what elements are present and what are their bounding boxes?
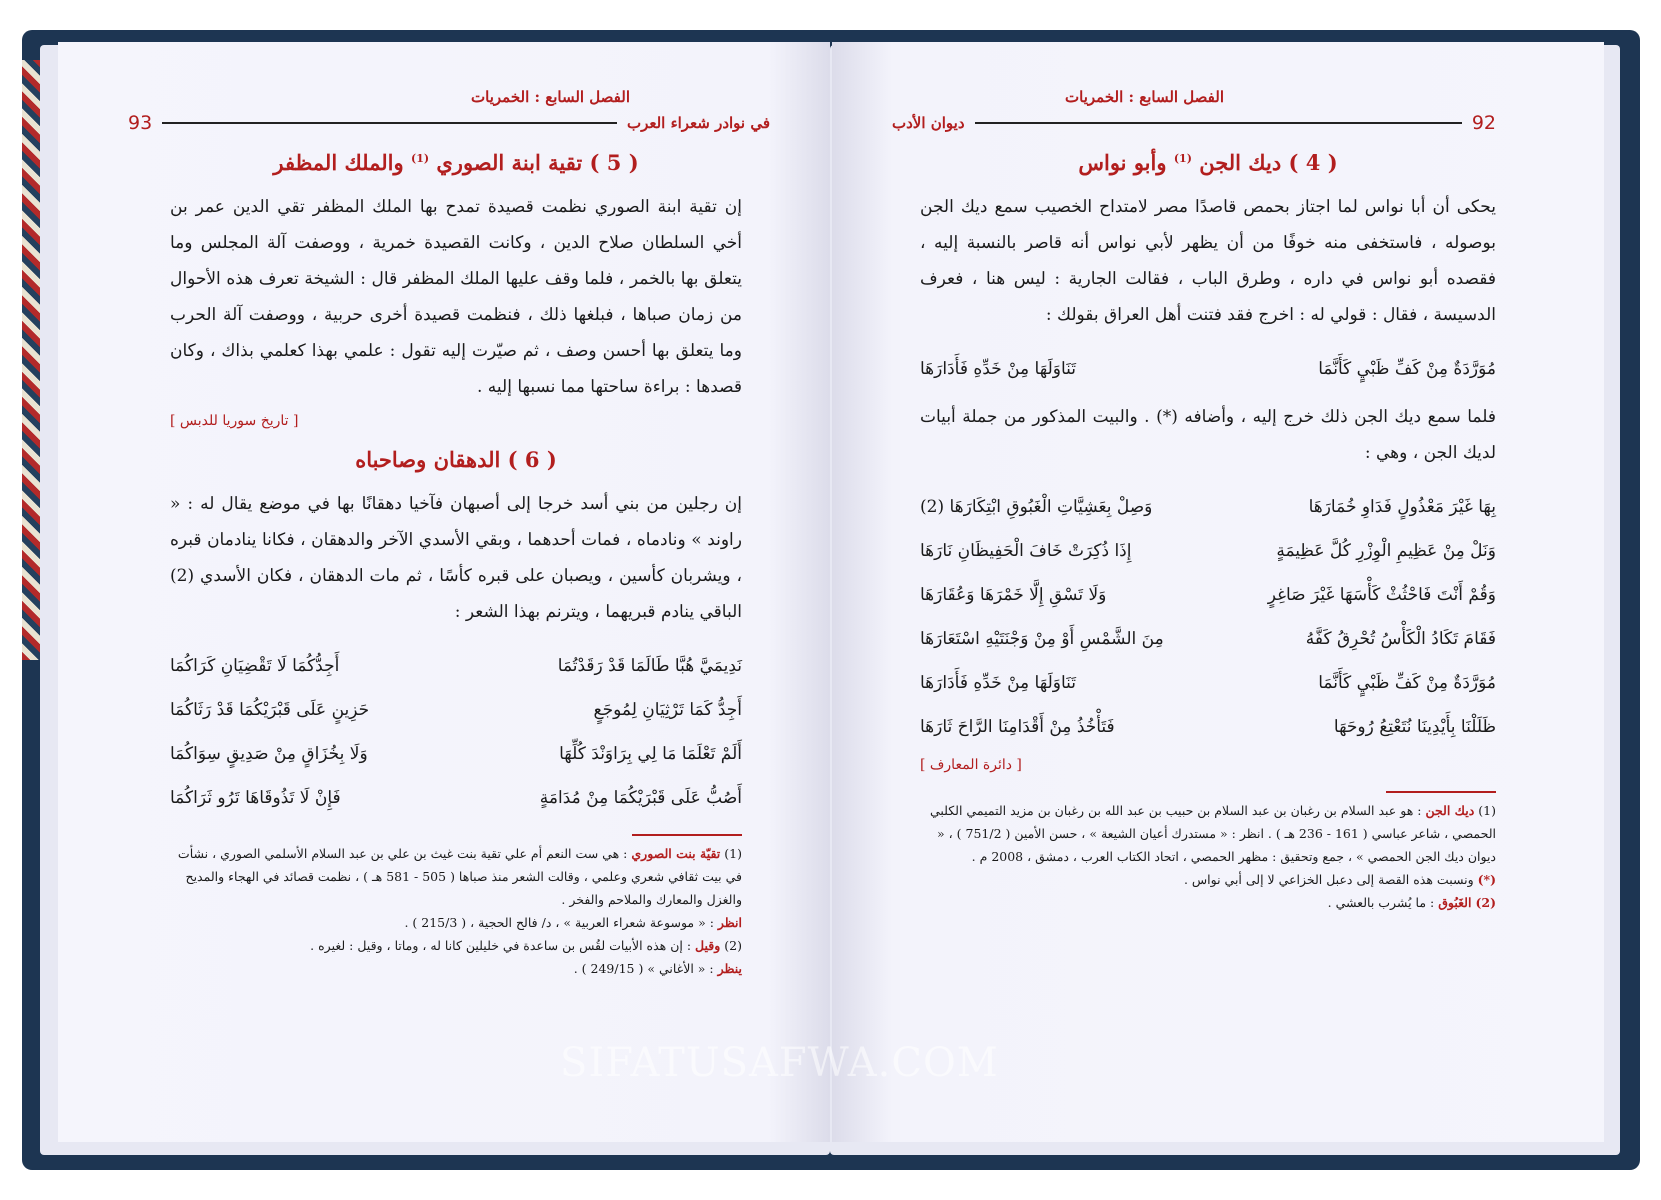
left-page-number: 93: [128, 112, 153, 134]
footnote-label: ينظر: [717, 960, 742, 976]
section-4-ref: (1): [1173, 152, 1192, 165]
section-4-verse-single: [920, 347, 1496, 391]
verse-line: مُوَرَّدَةٌ مِنْ كَفِّ ظَبْيٍ كَأَنَّمَا: [1318, 359, 1496, 379]
footnote: [170, 911, 742, 934]
left-page: [58, 42, 830, 1142]
section-5-title-rest: والملك المظفر: [273, 150, 404, 175]
verse-line: وَصِلْ بِعَشِيَّاتِ الْغَبُوقِ ابْتِكَارَهَا (2): [920, 497, 1153, 517]
footnote: [920, 891, 1496, 914]
verse-line: أَجِدُّ كَمَا تَرْثِيَانِ لِمُوجَعٍ: [593, 700, 742, 720]
footnote-text: : هي ست النعم أم علي تقية بنت غيث بن علي بن عبد السلام الأسلمي الصوري ، نشأت في بيت ثقافي شعري وعلمي ، وقالت الشعر منذ صباها ( 505 - 581 هـ ) ، نظمت قصائد في الهجاء والمديح والغزل والمعارك والملاحم والفخر .: [177, 845, 742, 907]
footnote: [920, 799, 1496, 868]
footnote-label: الغَبُوق: [1438, 894, 1472, 910]
right-header-book: ديوان الأدب: [892, 114, 965, 132]
verse-line: أَصُبُّ عَلَى قَبْرَيْكُمَا مِنْ مُدَامَةٍ: [539, 788, 742, 808]
verse-line: إِذَا ذُكِرَتْ خَافَ الْحَفِيظَانِ نَارَهَا: [920, 541, 1132, 561]
footnote-text: : إن هذه الأبيات لقُس بن ساعدة في خليلين كانا له ، وماتا ، وقيل : لغيره .: [310, 937, 692, 953]
left-header-rule: [162, 122, 617, 124]
footnote-number: (1): [724, 845, 742, 861]
footnote-number: (2): [724, 937, 742, 953]
footnote: [170, 957, 742, 980]
footnote-label: تقيّة بنت الصوري: [631, 845, 721, 861]
right-footnote-rule: [1386, 791, 1496, 793]
right-page-number: 92: [1471, 112, 1496, 134]
left-header-chapter: الفصل السابع : الخمريات: [471, 88, 630, 106]
footnote-text: : « الأغاني » ( 249/15 ) .: [573, 960, 714, 976]
footnote-number: (*): [1477, 871, 1496, 887]
footnote-text: : ما يُشرب بالعشي .: [1327, 894, 1435, 910]
verse-line: وَقُمْ أَنْتَ فَاحْثُثْ كَأْسَهَا غَيْرَ صَاغِرٍ: [1267, 585, 1496, 605]
footnote-label: انظر: [717, 914, 742, 930]
verse-line: أَلَمْ تَعْلَمَا مَا لِي بِرَاوَنْدَ كُلِّهَا: [559, 744, 742, 764]
footnote-number: (1): [1478, 802, 1496, 818]
section-4-title-rest: وأبو نواس: [1078, 150, 1167, 175]
section-6-title: ( 6 ) الدهقان وصاحباه: [355, 447, 557, 472]
verse-line: بِهَا غَيْرَ مَعْذُولٍ فَدَاوِ خُمَارَهَا: [1308, 497, 1496, 517]
footnote-text: : هو عبد السلام بن رغبان بن عبد السلام بن حبيب بن عبد الله بن رغبان بن مزيد التميمي الكلبي الحمصي ، شاعر عباسي ( 161 - 236 هـ ) . انظر : « مستدرك أعيان الشيعة » ، حسن الأمين ( 751/2 ) ، « ديوان ديك الجن الحمصي » ، جمع وتحقيق : مظهر الحمصي ، اتحاد الكتاب العرب ، دمشق ، 2008 م .: [929, 802, 1496, 864]
right-page: [832, 42, 1604, 1142]
footnote-text: ونسبت هذه القصة إلى دعبل الخزاعي لا إلى أبي نواس .: [1183, 871, 1474, 887]
footnote: [170, 934, 742, 957]
verse-line: وَنَلْ مِنْ عَظِيمِ الْوِزْرِ كُلَّ عَظِيمَةٍ: [1276, 541, 1496, 561]
verse-line: ظَلَلْنَا بِأَيْدِينَا نُتَعْتِعُ رُوحَهَا: [1333, 717, 1496, 737]
section-4-verses: [920, 485, 1496, 749]
section-5-paragraph: إن تقية ابنة الصوري نظمت قصيدة تمدح بها الملك المظفر تقي الدين عمر بن أخي السلطان صلاح الدين ، وكانت القصيدة خمرية ، ووصفت آلة المجلس وما يتعلق بها بالخمر ، فلما وقف عليها الملك المظفر قال : الشيخة تعرف هذه الأحوال من زمان صباها ، فبلغها ذلك ، فنظمت قصيدة أخرى حربية ، ووصفت آلة الحرب وما يتعلق بها أحسن وصف ، ثم صيّرت إليه تقول : علمي بهذا كعلمي بذاك ، وكان قصدها : براءة ساحتها مما نسبها إليه .: [170, 197, 742, 397]
right-header-chapter: الفصل السابع : الخمريات: [1065, 88, 1224, 106]
verse-line: فَإِنْ لَا تَذُوقَاهَا تَرُو ثَرَاكُمَا: [170, 788, 341, 808]
verse-line: وَلَا تَسْقِ إِلَّا خَمْرَهَا وَعُقَارَهَا: [920, 585, 1107, 605]
left-content: [170, 150, 742, 980]
footnote-text: : « موسوعة شعراء العربية » ، د/ فالح الحجية ، ( 215/3 ) .: [404, 914, 714, 930]
watermark: SIFATUSAFWA.COM: [560, 1040, 999, 1086]
verse-line: فَقَامَ تَكَادُ الْكَأْسُ تُحْرِقُ كَفَّهُ: [1305, 629, 1496, 649]
footnote-label: ديك الجن: [1425, 802, 1475, 818]
left-footnote-rule: [632, 834, 742, 836]
section-5-ref: (1): [410, 152, 430, 165]
section-5-title: [170, 150, 742, 175]
section-4-paragraph-2: فلما سمع ديك الجن ذلك خرج إليه ، وأضافه (*) . والبيت المذكور من جملة أبيات لديك الجن ، وهي :: [920, 407, 1496, 463]
section-4-paragraph-1: يحكى أن أبا نواس لما اجتاز بحمص قاصدًا مصر لامتداح الخصيب سمع ديك الجن بوصوله ، فاستخفى منه خوفًا من أن يظهر لأبي نواس أنه قاصر بالنسبة إليه ، فقصده أبو نواس في داره ، وطرق الباب ، فقالت الجارية : ليس هنا ، فعرف الدسيسة ، فقال : قولي له : اخرج فقد فتنت أهل العراق بقولك :: [920, 197, 1496, 325]
footnote-number: (2): [1475, 894, 1496, 910]
verse-line: وَلَا بِخُزَاقٍ مِنْ صَدِيقٍ سِوَاكُمَا: [170, 744, 368, 764]
left-header-book: في نوادر شعراء العرب: [626, 114, 770, 132]
section-5-source: [ تاريخ سوريا للدبس ]: [170, 413, 299, 429]
left-header-row: [128, 112, 770, 134]
verse-line: أَجِدُّكُمَا لَا تَقْضِيَانِ كَرَاكُمَا: [170, 656, 340, 676]
verse-line: نَدِيمَيَّ هُبَّا طَالَمَا قَدْ رَقَدْتُمَا: [557, 656, 742, 676]
right-header-rule: [975, 122, 1462, 124]
verse-line: مُوَرَّدَةٌ مِنْ كَفِّ ظَبْيٍ كَأَنَّمَا: [1318, 673, 1496, 693]
section-6-paragraph: إن رجلين من بني أسد خرجا إلى أصبهان فآخيا دهقانًا بها في موضع يقال له : « راوند » ونادماه ، فمات أحدهما ، وبقي الأسدي الآخر والدهقان ، فكانا ينادمان قبره ، ويشربان كأسين ، ويصبان على قبره كأسًا ، ثم مات الدهقان ، فكان الأسدي (2) الباقي ينادم قبريهما ، ويترنم بهذا الشعر :: [170, 494, 742, 622]
verse-line: تَنَاوَلَهَا مِنْ خَدِّهِ فَأَدَارَهَا: [920, 359, 1076, 379]
section-5-title-text: ( 5 ) تقية ابنة الصوري: [436, 150, 639, 175]
verse-line: حَزِينٍ عَلَى قَبْرَيْكُمَا قَدْ رَثَاكُمَا: [170, 700, 370, 720]
verse-line: مِنَ الشَّمْسِ أَوْ مِنْ وَجْنَتَيْهِ اسْتَعَارَهَا: [920, 629, 1164, 649]
section-4-title: [920, 150, 1496, 175]
footnote: [170, 842, 742, 911]
verse-line: تَنَاوَلَهَا مِنْ خَدِّهِ فَأَدَارَهَا: [920, 673, 1076, 693]
section-6-verses: [170, 644, 742, 820]
footnote: [920, 868, 1496, 891]
section-4-source: [ دائرة المعارف ]: [920, 757, 1022, 773]
verse-line: فَتَأْخُذُ مِنْ أَقْدَامِنَا الرَّاحَ ثَارَهَا: [920, 717, 1115, 737]
footnote-label: وقيل: [695, 937, 721, 953]
right-header-row: [892, 112, 1496, 134]
section-4-title-text: ( 4 ) ديك الجن: [1199, 150, 1338, 175]
right-content: [920, 150, 1496, 914]
